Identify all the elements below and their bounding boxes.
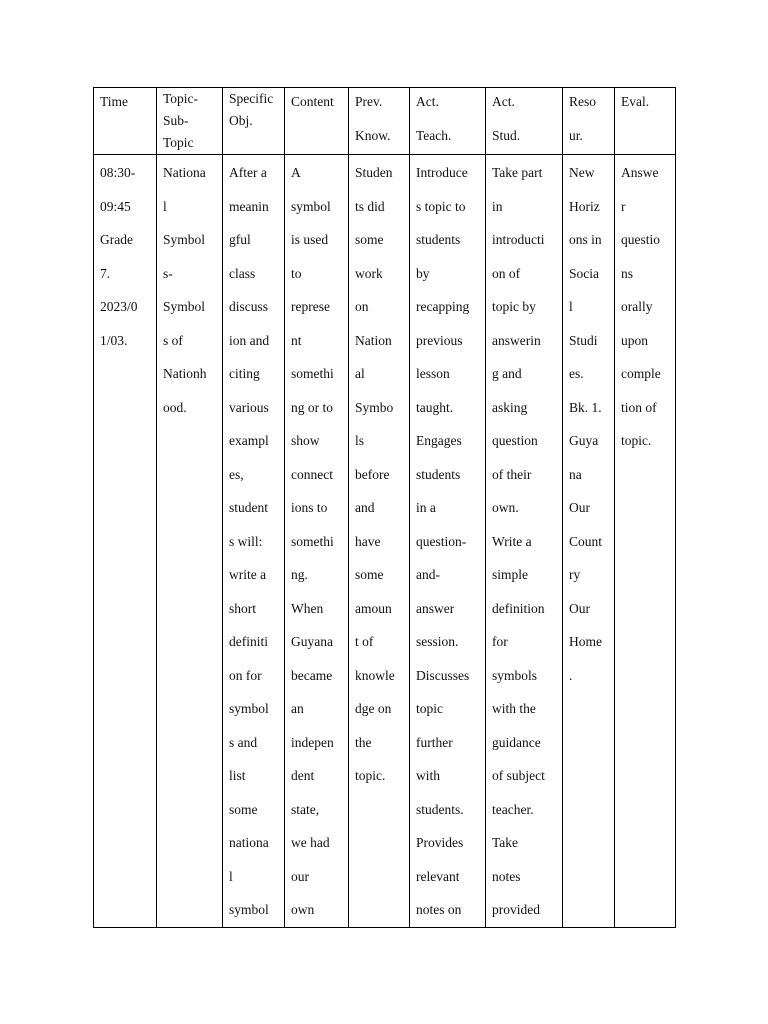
cell-line: Symbol (163, 232, 206, 247)
cell-line: notes (492, 868, 521, 884)
cell-line: tion of (621, 399, 657, 415)
lesson-plan-table (93, 87, 676, 928)
cell-line: After a (229, 165, 267, 180)
header-topic: Topic- Sub- Topic (157, 88, 223, 155)
cell-line: asking (492, 399, 528, 415)
cell-line: g and (492, 366, 522, 381)
cell-line: 08:30- (100, 165, 136, 180)
cell-line: Count (569, 533, 603, 549)
header-prev-know: Prev. Know. (349, 88, 410, 155)
cell-line: meanin (229, 198, 269, 214)
cell-line: s will: (229, 533, 263, 549)
cell-line: recapping (416, 299, 470, 314)
table-header-row (94, 88, 676, 155)
cell-line: Write a (492, 533, 532, 549)
cell-line: s- (163, 265, 173, 281)
cell-line: with (416, 768, 441, 783)
cell-line: Take part (492, 165, 543, 180)
cell-line: ood. (163, 399, 187, 415)
cell-line: we had (291, 835, 330, 850)
cell-line: answer (416, 600, 455, 616)
cell-line: is used (291, 232, 329, 247)
cell-prev-know (349, 155, 410, 928)
cell-line: write a (229, 567, 267, 582)
cell-line: nationa (229, 835, 269, 850)
cell-resources (563, 155, 615, 928)
cell-line: Bk. 1. (569, 399, 602, 415)
cell-line: somethi (291, 533, 334, 549)
cell-line: definiti (229, 634, 268, 649)
cell-line: t of (355, 634, 374, 649)
cell-line: symbol (291, 198, 331, 214)
cell-line: topic (416, 701, 443, 716)
cell-line: short (229, 600, 256, 616)
cell-line: Engages (416, 433, 462, 448)
cell-line: various (229, 399, 269, 415)
cell-line: r (621, 198, 626, 214)
cell-line: dge on (355, 701, 392, 716)
cell-line: ons in (569, 232, 602, 247)
cell-line: 7. (100, 265, 111, 281)
cell-line: l (569, 299, 573, 314)
cell-line: A (291, 165, 301, 180)
cell-line: topic. (355, 768, 386, 783)
cell-line: comple (621, 366, 661, 381)
cell-line: s of (163, 332, 183, 348)
cell-line: 09:45 (100, 198, 131, 214)
cell-line: Answe (621, 165, 659, 180)
cell-line: class (229, 265, 256, 281)
cell-line: question- (416, 533, 467, 549)
cell-line: ns (621, 265, 634, 281)
cell-line: s and (229, 734, 258, 750)
cell-line: somethi (291, 366, 334, 381)
cell-line: before (355, 466, 390, 482)
cell-eval (615, 155, 676, 928)
cell-line: notes on (416, 902, 462, 917)
cell-line: lesson (416, 366, 450, 381)
cell-line: Symbo (355, 399, 394, 415)
cell-line: connect (291, 466, 333, 482)
cell-line: discuss (229, 299, 269, 314)
cell-line: Grade (100, 232, 133, 247)
cell-line: symbol (229, 701, 269, 716)
cell-line: Symbol (163, 299, 206, 314)
cell-line: introducti (492, 232, 545, 247)
cell-line: Studen (355, 165, 393, 180)
cell-line: taught. (416, 399, 454, 415)
cell-line: al (355, 366, 365, 381)
cell-line: question (492, 433, 538, 448)
cell-line: answerin (492, 332, 541, 348)
cell-line: show (291, 433, 320, 448)
cell-line: ry (569, 567, 581, 582)
cell-line: to (291, 265, 302, 281)
cell-act-stud (486, 155, 563, 928)
cell-line: guidance (492, 734, 541, 750)
cell-line: dent (291, 768, 315, 783)
cell-line: When (291, 600, 324, 616)
cell-line: gful (229, 232, 251, 247)
cell-line: Nation (355, 332, 392, 348)
cell-line: Our (569, 600, 590, 616)
cell-line: 2023/0 (100, 299, 138, 314)
table-row (94, 155, 676, 928)
cell-line: work (355, 265, 383, 281)
cell-line: students (416, 232, 461, 247)
cell-line: by (416, 265, 430, 281)
cell-line: knowle (355, 667, 395, 683)
cell-specific-obj (223, 155, 285, 928)
cell-line: state, (291, 801, 320, 817)
cell-line: of their (492, 466, 532, 482)
cell-line: upon (621, 332, 648, 348)
cell-line: on of (492, 265, 521, 281)
cell-line: Guya (569, 433, 599, 448)
cell-line: represe (291, 299, 330, 314)
cell-line: became (291, 667, 333, 683)
cell-line: student (229, 500, 268, 515)
cell-act-teach (410, 155, 486, 928)
cell-line: session. (416, 634, 459, 649)
cell-time (94, 155, 157, 928)
cell-line: Horiz (569, 198, 600, 214)
cell-line: symbol (229, 902, 269, 917)
cell-line: with the (492, 701, 536, 716)
cell-line: na (569, 466, 582, 482)
cell-line: citing (229, 366, 260, 381)
cell-line: the (355, 734, 372, 750)
header-eval: Eval. (615, 88, 676, 155)
cell-line: own (291, 902, 315, 917)
header-content: Content (285, 88, 349, 155)
cell-line: Nationh (163, 366, 207, 381)
cell-content (285, 155, 349, 928)
cell-line: Introduce (416, 165, 468, 180)
cell-line: in a (416, 500, 436, 515)
cell-line: 1/03. (100, 332, 128, 348)
cell-line: list (229, 768, 246, 783)
cell-line: teacher. (492, 801, 534, 817)
cell-line: of subject (492, 768, 545, 783)
cell-line: s topic to (416, 198, 466, 214)
header-act-teach: Act. Teach. (410, 88, 486, 155)
cell-line: previous (416, 332, 463, 348)
cell-line: definition (492, 600, 545, 616)
cell-line: ng. (291, 567, 308, 582)
cell-line: es, (229, 466, 244, 482)
header-act-stud: Act. Stud. (486, 88, 563, 155)
cell-line: our (291, 868, 309, 884)
cell-line: topic. (621, 433, 652, 448)
cell-line: students. (416, 801, 464, 817)
cell-line: Our (569, 500, 590, 515)
cell-line: students (416, 466, 461, 482)
cell-line: es. (569, 366, 584, 381)
cell-line: Home (569, 634, 602, 649)
cell-line: topic by (492, 299, 536, 314)
cell-line: Nationa (163, 165, 206, 180)
header-time: Time (94, 88, 157, 155)
cell-line: amoun (355, 600, 392, 616)
cell-line: questio (621, 232, 660, 247)
cell-line: and (355, 500, 375, 515)
cell-line: simple (492, 567, 528, 582)
cell-line: for (492, 634, 508, 649)
header-specific-obj: Specific Obj. (223, 88, 285, 155)
cell-line: some (355, 567, 384, 582)
cell-line: on for (229, 667, 262, 683)
cell-line: in (492, 198, 503, 214)
cell-line: ls (355, 433, 365, 448)
cell-line: Take (492, 835, 519, 850)
cell-topic (157, 155, 223, 928)
cell-line: ts did (355, 198, 385, 214)
cell-line: further (416, 734, 453, 750)
cell-line: some (355, 232, 384, 247)
cell-line: exampl (229, 433, 269, 448)
cell-line: . (569, 667, 573, 683)
cell-line: Socia (569, 265, 599, 281)
cell-line: orally (621, 299, 653, 314)
cell-line: New (569, 165, 595, 180)
cell-line: Studi (569, 332, 598, 348)
cell-line: on (355, 299, 369, 314)
cell-line: relevant (416, 868, 460, 884)
cell-line: l (163, 198, 167, 214)
cell-line: ions to (291, 500, 328, 515)
cell-line: provided (492, 902, 540, 917)
cell-line: indepen (291, 734, 334, 750)
cell-line: nt (291, 332, 302, 348)
cell-line: l (229, 868, 233, 884)
cell-line: symbols (492, 667, 538, 683)
cell-line: Provides (416, 835, 464, 850)
cell-line: an (291, 701, 304, 716)
cell-line: have (355, 533, 381, 549)
cell-line: some (229, 801, 258, 817)
cell-line: own. (492, 500, 519, 515)
cell-line: Discusses (416, 667, 470, 683)
header-resources: Reso ur. (563, 88, 615, 155)
cell-line: Guyana (291, 634, 333, 649)
cell-line: ng or to (291, 399, 333, 415)
cell-line: and- (416, 567, 440, 582)
cell-line: ion and (229, 332, 270, 348)
